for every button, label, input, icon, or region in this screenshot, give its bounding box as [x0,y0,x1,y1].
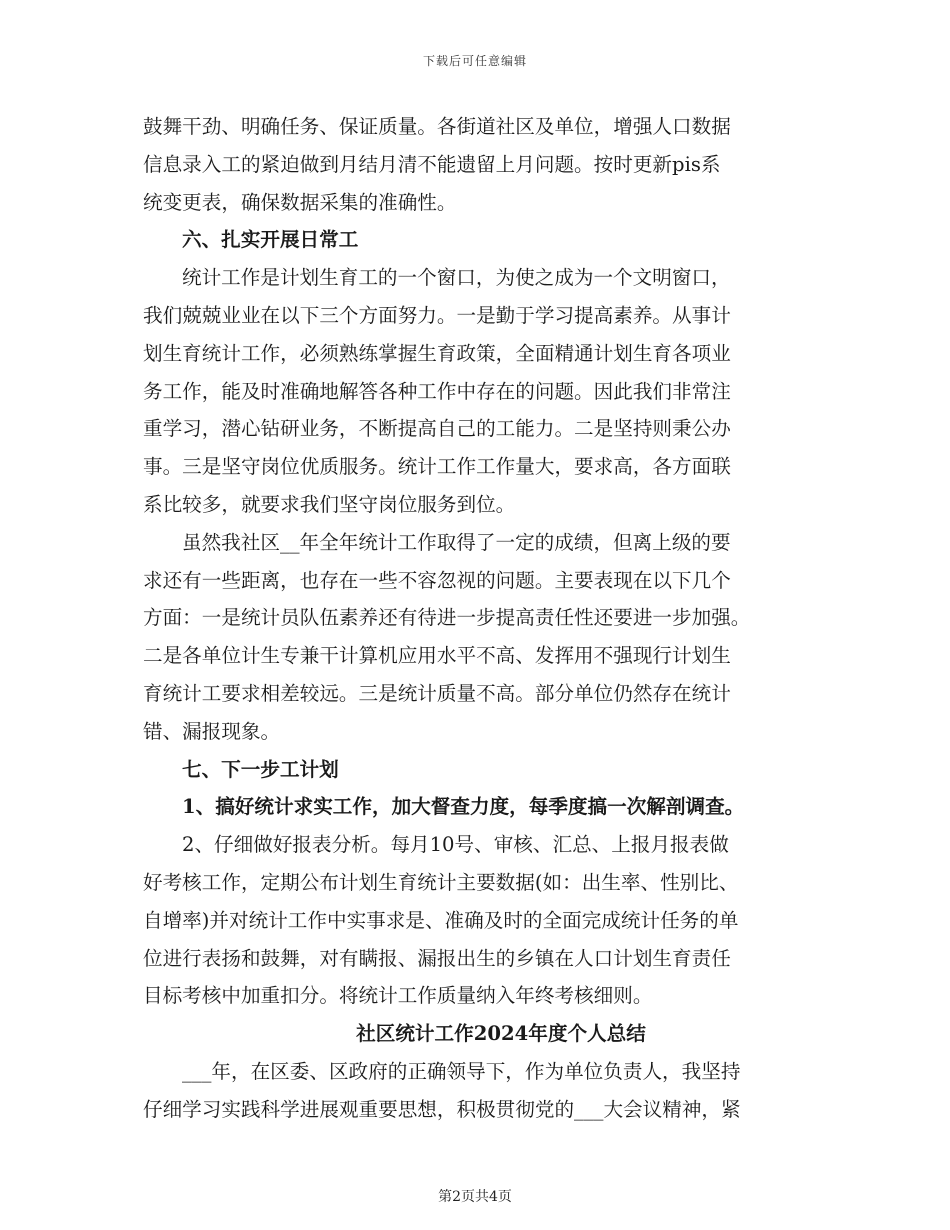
text-line: ___年，在区委、区政府的正确领导下，作为单位负责人，我坚持 [182,1059,741,1083]
text-line: 虽然我社区__年全年统计工作取得了一定的成绩，但离上级的要 [182,530,731,554]
text-line: 仔细学习实践科学进展观重要思想，积极贯彻党的___大会议精神，紧 [143,1097,741,1121]
text-line: 方面：一是统计员队伍素养还有待进一步提高责任性还要进一步加强。 [143,606,751,630]
text-line: 系比较多，就要求我们坚守岗位服务到位。 [143,492,516,516]
section-title: 社区统计工作2024年度个人总结 [356,1022,646,1046]
page-number: 第2页共4页 [438,1189,512,1205]
text-line: 位进行表扬和鼓舞，对有瞒报、漏报出生的乡镇在人口计划生育责任 [143,946,731,970]
text-line: 统变更表，确保数据采集的准确性。 [143,190,457,214]
text-line: 目标考核中加重扣分。将统计工作质量纳入年终考核细则。 [143,984,653,1008]
text-line: 二是各单位计生专兼干计算机应用水平不高、发挥用不强现行计划生 [143,644,731,668]
text-line: 重学习，潜心钻研业务，不断提高自己的工能力。二是坚持则秉公办 [143,417,731,441]
text-line: 错、漏报现象。 [143,719,281,743]
text-line: 鼓舞干劲、明确任务、保证质量。各街道社区及单位，增强人口数据 [143,115,731,138]
text-line: 统计工作是计划生育工的一个窗口，为使之成为一个文明窗口， [182,266,731,290]
text-line: 事。三是坚守岗位优质服务。统计工作工作量大，要求高，各方面联 [143,455,731,479]
page-header-note: 下载后可任意编辑 [422,54,527,68]
text-line: 求还有一些距离，也存在一些不容忽视的问题。主要表现在以下几个 [143,568,731,592]
text-line: 我们兢兢业业在以下三个方面努力。一是勤于学习提高素养。从事计 [143,303,731,327]
section-heading: 六、扎实开展日常工 [182,228,359,252]
text-line: 2、仔细做好报表分析。每月10号、审核、汇总、上报月报表做 [182,833,729,857]
section-heading: 七、下一步工计划 [182,757,339,781]
text-line: 育统计工要求相差较远。三是统计质量不高。部分单位仍然存在统计 [143,681,731,705]
document-body [143,108,807,1129]
text-line: 信息录入工的紧迫做到月结月清不能遗留上月问题。按时更新pis系 [143,152,721,176]
text-line: 好考核工作，定期公布计划生育统计主要数据(如：出生率、性别比、 [143,870,739,894]
text-line: 划生育统计工作，必须熟练掌握生育政策，全面精通计划生育各项业 [143,341,731,365]
section-heading: 1、搞好统计求实工作，加大督查力度，每季度搞一次解剖调查。 [182,795,745,819]
text-line: 自增率)并对统计工作中实事求是、准确及时的全面完成统计任务的单 [143,908,739,932]
text-line: 务工作，能及时准确地解答各种工作中存在的问题。因此我们非常注 [143,379,731,403]
